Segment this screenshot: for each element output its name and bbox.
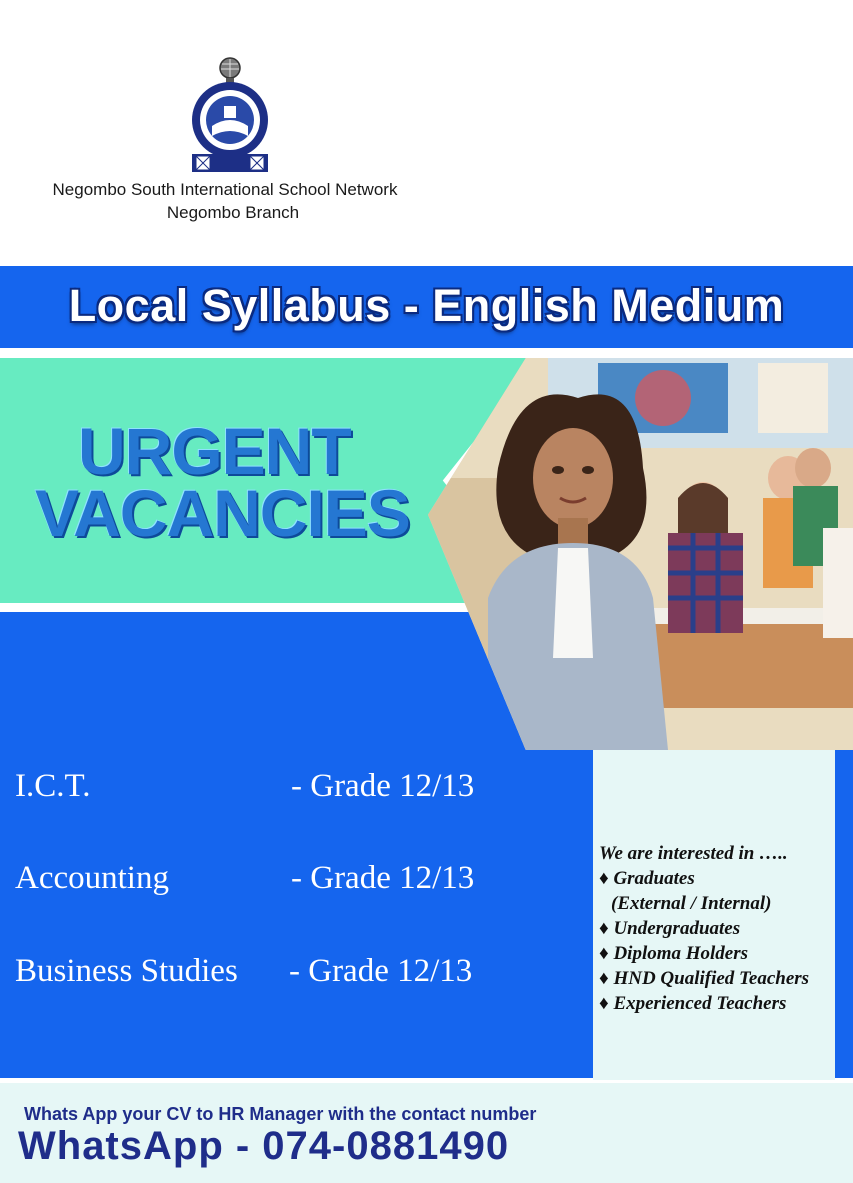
requirement-item: ♦ HND Qualified Teachers [599,968,810,989]
school-crest-icon [186,56,274,176]
requirement-item: ♦ Diploma Holders [599,943,749,964]
branch-name: Negombo Branch [166,203,300,222]
banner-title: Local Syllabus - English Medium [68,280,785,331]
subject-name: Accounting [15,860,169,896]
subject-name: I.C.T. [15,768,91,804]
school-name: Negombo South International School Network [52,180,398,199]
subject-grade: - Grade 12/13 [291,860,475,896]
requirement-item: ♦ Experienced Teachers [599,993,787,1014]
requirements-box [593,750,835,1080]
headline-vacancies: VACANCIES [35,476,410,550]
whatsapp-contact: WhatsApp - 074-0881490 [18,1124,510,1168]
subject-name: Business Studies [15,953,238,989]
contact-instruction: Whats App your CV to HR Manager with the contact number [24,1104,537,1124]
requirements-heading: We are interested in ….. [599,843,788,864]
headline-urgent: URGENT [78,414,351,488]
requirement-item: ♦ Undergraduates [599,918,741,939]
subject-grade: - Grade 12/13 [291,768,475,804]
requirement-item: (External / Internal) [611,893,772,914]
requirement-item: ♦ Graduates [599,868,695,889]
subject-grade: - Grade 12/13 [289,953,473,989]
